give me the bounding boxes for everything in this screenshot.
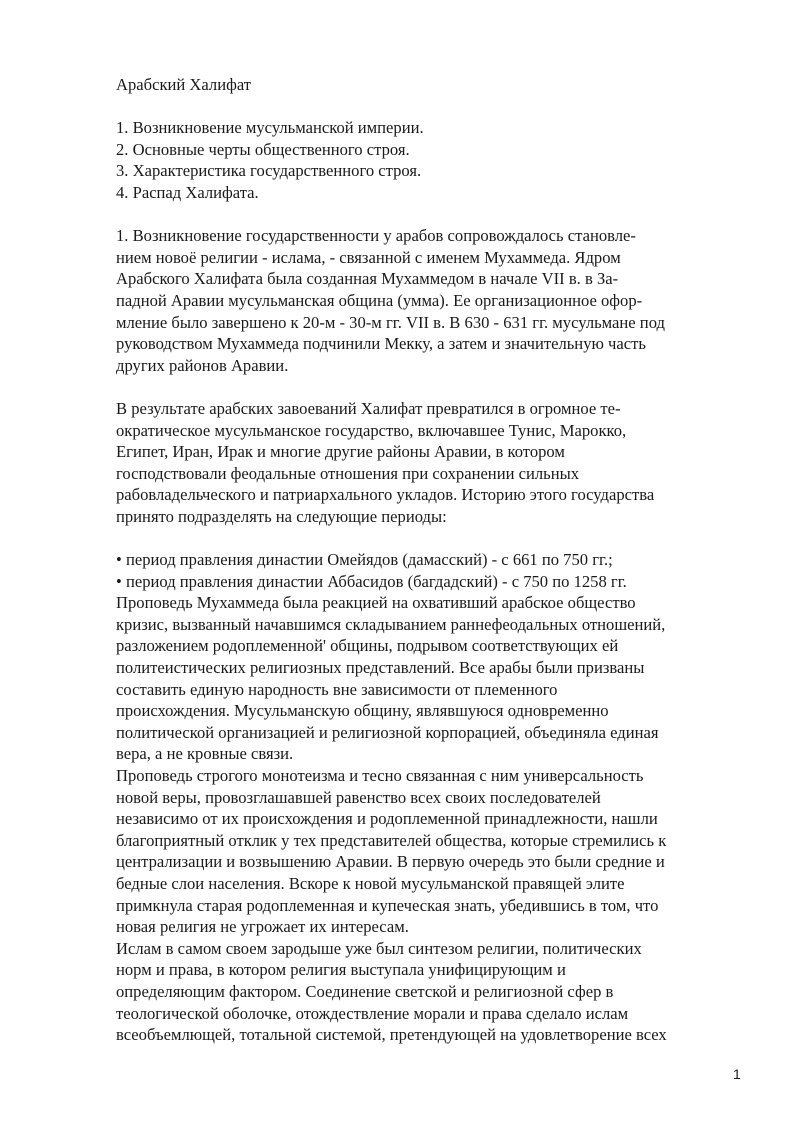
document-body — [116, 74, 746, 1046]
paragraph-1 — [116, 225, 746, 376]
text-line: примкнула старая родоплеменная и купеческая знать, убедившись в том, что — [116, 895, 659, 915]
text-line: всеобъемлющей, тотальной системой, претендующей на удовлетворение всех — [116, 1025, 667, 1045]
text-line: новая религия не угрожает их интересам. — [116, 917, 409, 937]
text-line: вера, а не кровные связи. — [116, 744, 294, 764]
text-line: других районов Аравии. — [116, 355, 289, 375]
text-line: рабовладельческого и патриархального укладов. Историю этого государства — [116, 485, 655, 505]
text-line: падной Аравии мусульманская община (умма). Ее организационное офор- — [116, 290, 643, 310]
toc-item: 4. Распад Халифата. — [116, 182, 259, 202]
text-line: нием новоё религии - ислама, - связанной с именем Мухаммеда. Ядром — [116, 247, 621, 267]
text-line: централизации и возвышению Аравии. В первую очередь это были средние и — [116, 852, 665, 872]
spacer — [116, 527, 746, 549]
table-of-contents — [116, 117, 746, 203]
text-line: политеистических религиозных представлений. Все арабы были призваны — [116, 658, 645, 678]
spacer — [116, 376, 746, 398]
text-line: независимо от их происхождения и родоплеменной принадлежности, нашли — [116, 809, 658, 829]
bullet-item: • период правления династии Аббасидов (багдадский) - с 750 по 1258 гг. — [116, 571, 627, 591]
spacer — [116, 96, 746, 118]
toc-item: 2. Основные черты общественного строя. — [116, 139, 410, 159]
text-line: кризис, вызванный начавшимся складыванием раннефеодальных отношений, — [116, 614, 666, 634]
text-line: разложением родоплеменной' общины, подрывом соответствующих ей — [116, 636, 619, 656]
bullet-item: • период правления династии Омейядов (дамасский) - с 661 по 750 гг.; — [116, 550, 613, 570]
toc-item: 1. Возникновение мусульманской империи. — [116, 118, 424, 138]
text-line: ократическое мусульманское государство, включавшее Тунис, Марокко, — [116, 420, 627, 440]
text-line: мление было завершено к 20-м - 30-м гг. VII в. В 630 - 631 гг. мусульмане под — [116, 312, 665, 332]
text-line: норм и права, в котором религия выступала унифицирующим и — [116, 960, 566, 980]
text-line: бедные слои населения. Вскоре к новой мусульманской правящей элите — [116, 873, 625, 893]
text-line: В результате арабских завоеваний Халифат превратился в огромное те- — [116, 398, 621, 418]
spacer — [116, 204, 746, 226]
paragraph-2 — [116, 398, 746, 528]
text-line: Ислам в самом своем зародыше уже был синтезом религии, политических — [116, 938, 642, 958]
text-line: составить единую народность вне зависимости от племенного — [116, 679, 558, 699]
text-line: происхождения. Мусульманскую общину, являвшуюся одновременно — [116, 701, 609, 721]
text-line: определяющим фактором. Соединение светской и религиозной сфер в — [116, 981, 614, 1001]
paragraph-3 — [116, 549, 746, 1046]
text-line: 1. Возникновение государственности у арабов сопровождалось становле- — [116, 226, 636, 246]
text-line: теологической оболочке, отождествление морали и права сделало ислам — [116, 1003, 629, 1023]
text-line: принято подразделять на следующие периоды: — [116, 506, 447, 526]
text-line: Арабского Халифата была созданная Мухаммедом в начале VII в. в За- — [116, 269, 619, 289]
page-number: 1 — [733, 1066, 741, 1082]
text-line: господствовали феодальные отношения при сохранении сильных — [116, 463, 580, 483]
text-line: новой веры, провозглашавшей равенство всех своих последователей — [116, 787, 601, 807]
text-line: Египет, Иран, Ирак и многие другие районы Аравии, в котором — [116, 442, 565, 462]
text-line: Проповедь Мухаммеда была реакцией на охвативший арабское общество — [116, 593, 636, 613]
text-line: политической организацией и религиозной корпорацией, объединяла единая — [116, 722, 659, 742]
toc-item: 3. Характеристика государственного строя. — [116, 161, 422, 181]
document-title: Арабский Халифат — [116, 75, 252, 94]
text-line: благоприятный отклик у тех представителей общества, которые стремились к — [116, 830, 667, 850]
text-line: руководством Мухаммеда подчинили Мекку, а затем и значительную часть — [116, 334, 646, 354]
text-line: Проповедь строгого монотеизма и тесно связанная с ним универсальность — [116, 766, 644, 785]
